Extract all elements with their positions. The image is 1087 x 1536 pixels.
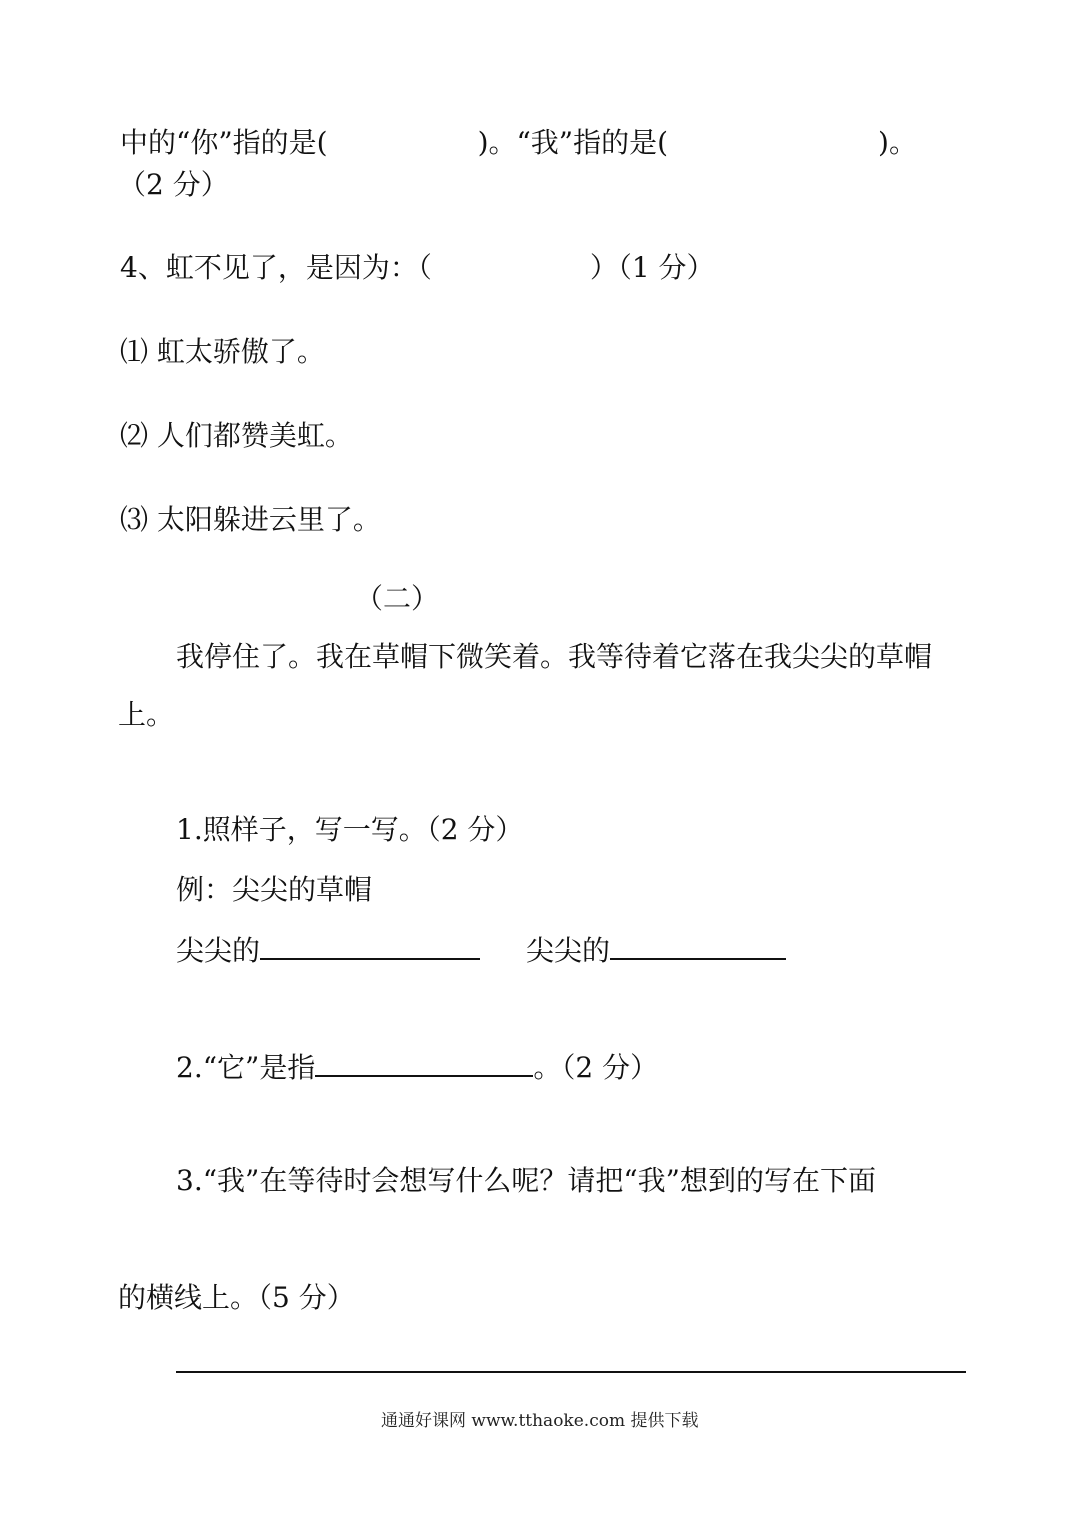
q3-score: （2 分） bbox=[118, 168, 229, 201]
footer-source-credit: 通通好课网 www.tthaoke.com 提供下载 bbox=[381, 1411, 699, 1431]
q4-option-1: ⑴ 虹太骄傲了。 bbox=[120, 335, 325, 368]
q4-option-2: ⑵ 人们都赞美虹。 bbox=[120, 419, 353, 452]
p2-question-1-blank-b bbox=[526, 930, 786, 969]
p2-question-2-text-a: 2.“它”是指 bbox=[176, 1051, 316, 1084]
blank-prefix-a: 尖尖的 bbox=[176, 934, 261, 967]
q4-question-text: 4、虹不见了，是因为：（ bbox=[120, 251, 432, 284]
q4-option-3: ⑶ 太阳躲进云里了。 bbox=[120, 503, 381, 536]
p2-question-3-line-2: 的横线上。（5 分） bbox=[118, 1281, 355, 1314]
q3-text-b: )。“我”指的是( bbox=[477, 126, 669, 159]
passage-line-2: 上。 bbox=[118, 698, 175, 731]
answer-line-1a[interactable] bbox=[260, 930, 480, 960]
q3-text-a: 中的“你”指的是( bbox=[120, 126, 328, 159]
p2-question-2-text-b: 。（2 分） bbox=[533, 1051, 659, 1084]
section-title: （二） bbox=[355, 582, 440, 615]
p2-question-1-example: 例：尖尖的草帽 bbox=[176, 873, 373, 906]
q3-text-c: )。 bbox=[878, 126, 917, 159]
q4-question bbox=[120, 250, 715, 286]
blank-prefix-b: 尖尖的 bbox=[526, 934, 611, 967]
p2-question-1-blank-a bbox=[176, 930, 480, 969]
q4-question-close: ）（1 分） bbox=[589, 251, 715, 284]
q3-fill-line bbox=[120, 125, 917, 161]
answer-line-1b[interactable] bbox=[610, 930, 786, 960]
p2-question-3-line-1: 3.“我”在等待时会想写什么呢？请把“我”想到的写在下面 bbox=[176, 1164, 876, 1197]
p2-question-2 bbox=[176, 1047, 658, 1086]
answer-line-3[interactable] bbox=[176, 1371, 966, 1373]
passage-line-1: 我停住了。我在草帽下微笑着。我等待着它落在我尖尖的草帽 bbox=[176, 640, 933, 673]
answer-line-2[interactable] bbox=[315, 1047, 533, 1077]
p2-question-1: 1.照样子，写一写。（2 分） bbox=[176, 813, 524, 846]
